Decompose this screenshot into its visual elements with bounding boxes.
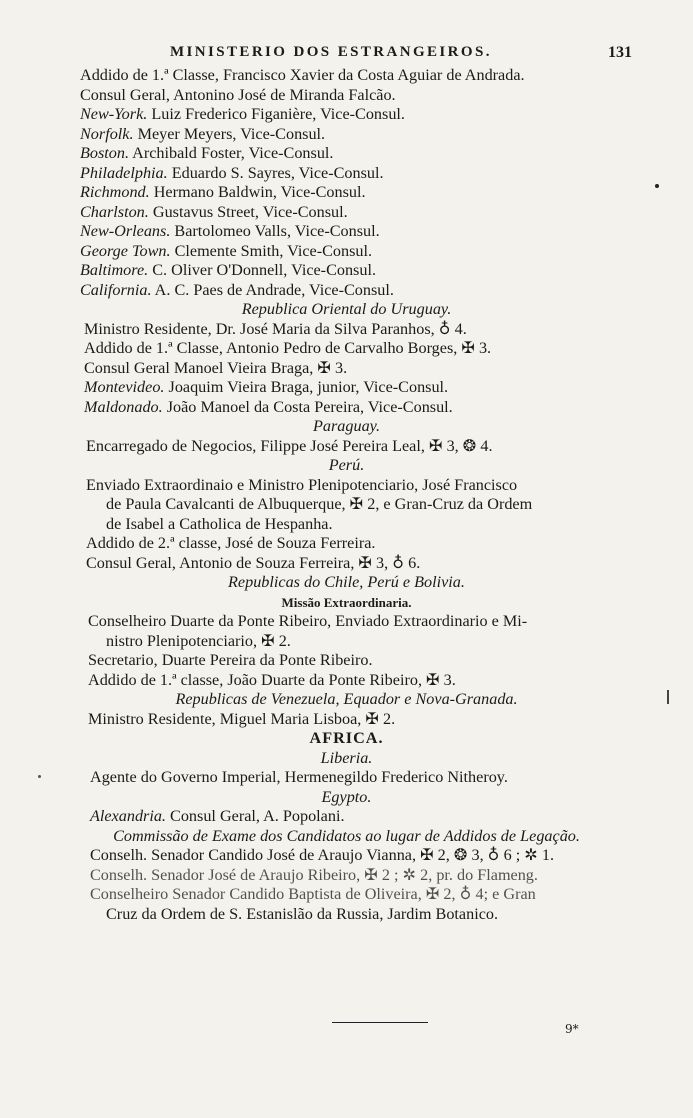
text-line: Ministro Residente, Dr. José Maria da Silva Paranhos, ♁ 4. — [84, 319, 467, 338]
running-title: MINISTERIO DOS ESTRANGEIROS. — [170, 44, 492, 60]
section-heading-venezuela: Republicas de Venezuela, Equador e Nova-Granada. — [175, 690, 518, 708]
ink-speck — [655, 184, 659, 188]
text-line: Conselheiro Duarte da Ponte Ribeiro, Enviado Extraordinario e Mi- — [88, 612, 528, 630]
text-line: Alexandria. Consul Geral, A. Popolani. — [90, 807, 345, 825]
text-line: Secretario, Duarte Pereira da Ponte Ribeiro. — [88, 651, 373, 669]
section-heading-uruguay: Republica Oriental do Uruguay. — [241, 300, 452, 318]
text-line: Boston. Archibald Foster, Vice-Consul. — [80, 144, 334, 162]
text-line: Addido de 1.ª Classe, Francisco Xavier da Costa Aguiar de Andrada. — [80, 66, 525, 84]
text-line: Cruz da Ordem de S. Estanislão da Russia, Jardim Botanico. — [106, 904, 499, 923]
text-line: Conselh. Senador José de Araujo Ribeiro, ✠ 2 ; ✲ 2, pr. do Flameng. — [90, 865, 538, 884]
text-line: Consul Geral Manoel Vieira Braga, ✠ 3. — [84, 358, 348, 377]
text-line: Agente do Governo Imperial, Hermenegildo Frederico Nitheroy. — [90, 768, 508, 786]
text-line: Consul Geral, Antonio de Souza Ferreira, ✠ 3, ♁ 6. — [86, 553, 421, 572]
ink-speck — [38, 775, 41, 778]
text-line: Addido de 1.ª classe, João Duarte da Ponte Ribeiro, ✠ 3. — [88, 670, 456, 689]
text-line: Consul Geral, Antonino José de Miranda Falcão. — [80, 85, 396, 104]
signature-mark: 9* — [565, 1022, 579, 1036]
closing-rule — [332, 1022, 428, 1023]
text-line: de Isabel a Catholica de Hespanha. — [106, 514, 333, 533]
text-line: Montevideo. Joaquim Vieira Braga, junior, Vice-Consul. — [84, 378, 449, 396]
page-header — [0, 44, 693, 66]
text-line: Baltimore. C. Oliver O'Donnell, Vice-Consul. — [80, 261, 376, 279]
section-heading-chile: Republicas do Chile, Perú e Bolivia. — [228, 573, 465, 591]
text-line: New-York. Luiz Frederico Figanière, Vice-Consul. — [80, 105, 405, 123]
text-line: Norfolk. Meyer Meyers, Vice-Consul. — [80, 124, 326, 143]
section-heading-peru: Perú. — [328, 456, 365, 474]
page-number: 131 — [608, 44, 632, 61]
text-line: Conselheiro Senador Candido Baptista de Oliveira, ✠ 2, ♁ 4; e Gran — [90, 885, 536, 903]
section-heading-paraguay: Paraguay. — [313, 417, 380, 435]
text-line: Enviado Extraordinaio e Ministro Plenipotenciario, José Francisco — [86, 475, 518, 494]
text-line: Charlston. Gustavus Street, Vice-Consul. — [80, 202, 348, 221]
text-line: Addido de 1.ª Classe, Antonio Pedro de Carvalho Borges, ✠ 3. — [84, 339, 492, 357]
subheading-missao: Missão Extraordinaria. — [281, 594, 412, 610]
text-line: Encarregado de Negocios, Filippe José Pereira Leal, ✠ 3, ❂ 4. — [86, 436, 493, 455]
text-line: George Town. Clemente Smith, Vice-Consul. — [80, 241, 373, 260]
text-line: California. A. C. Paes de Andrade, Vice-Consul. — [80, 280, 394, 299]
text-line: nistro Plenipotenciario, ✠ 2. — [106, 631, 291, 650]
text-line: de Paula Cavalcanti de Albuquerque, ✠ 2, e Gran-Cruz da Ordem — [106, 495, 533, 513]
section-heading-liberia: Liberia. — [320, 748, 373, 767]
text-line: Maldonado. João Manoel da Costa Pereira, Vice-Consul. — [84, 397, 453, 416]
document-body — [0, 66, 693, 924]
text-line: New-Orleans. Bartolomeo Valls, Vice-Consul. — [80, 222, 380, 240]
section-heading-commissao: Commissão de Exame dos Candidatos ao lugar de Addidos de Legação. — [113, 826, 580, 845]
section-heading-africa: AFRICA. — [309, 729, 384, 747]
text-line: Ministro Residente, Miguel Maria Lisboa, ✠ 2. — [88, 709, 396, 728]
text-line: Addido de 2.ª classe, José de Souza Ferreira. — [86, 534, 376, 552]
ink-speck — [667, 690, 669, 704]
section-heading-egypto: Egypto. — [321, 787, 372, 806]
text-line: Philadelphia. Eduardo S. Sayres, Vice-Consul. — [80, 163, 384, 182]
text-line: Richmond. Hermano Baldwin, Vice-Consul. — [80, 183, 366, 201]
text-line: Conselh. Senador Candido José de Araujo Vianna, ✠ 2, ❂ 3, ♁ 6 ; ✲ 1. — [90, 846, 555, 864]
